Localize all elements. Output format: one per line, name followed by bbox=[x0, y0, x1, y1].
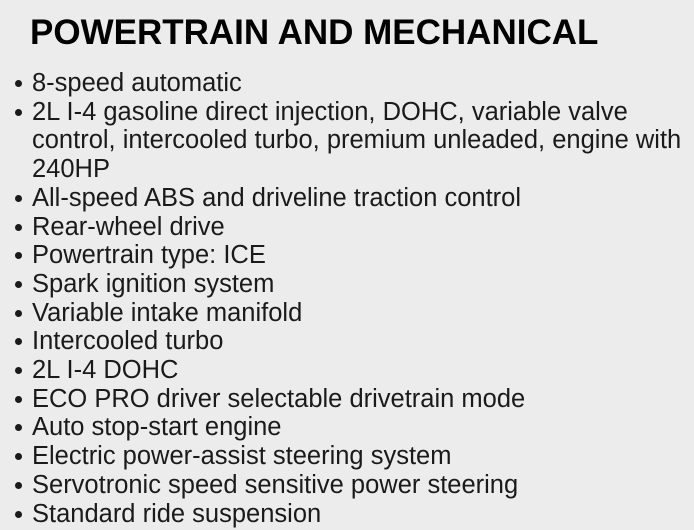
bullet-icon bbox=[15, 252, 22, 259]
bullet-icon bbox=[15, 310, 22, 317]
bullet-icon bbox=[15, 367, 22, 374]
list-item-text: Variable intake manifold bbox=[32, 298, 303, 327]
bullet-icon bbox=[15, 281, 22, 288]
list-item bbox=[32, 442, 690, 471]
list-item-text: Powertrain type: ICE bbox=[32, 241, 266, 270]
list-item-text: Standard ride suspension bbox=[32, 499, 322, 528]
list-item-text: ECO PRO driver selectable drivetrain mode bbox=[32, 384, 526, 413]
section-title: POWERTRAIN AND MECHANICAL bbox=[30, 13, 599, 52]
bullet-icon bbox=[15, 224, 22, 231]
list-item bbox=[32, 299, 690, 328]
list-item bbox=[32, 184, 690, 213]
list-item bbox=[32, 213, 690, 242]
list-item-text: Intercooled turbo bbox=[32, 327, 224, 356]
list-item bbox=[32, 327, 690, 356]
list-item bbox=[32, 69, 690, 98]
list-item bbox=[32, 241, 690, 270]
bullet-icon bbox=[15, 482, 22, 489]
list-item-text: Servotronic speed sensitive power steering bbox=[32, 470, 519, 499]
bullet-icon bbox=[15, 424, 22, 431]
list-item bbox=[32, 500, 690, 529]
list-item-text: 2L I-4 DOHC bbox=[32, 356, 179, 385]
bullet-icon bbox=[15, 195, 22, 202]
list-item-text: Spark ignition system bbox=[32, 269, 275, 298]
bullet-icon bbox=[15, 338, 22, 345]
list-item bbox=[32, 98, 690, 184]
list-item bbox=[32, 356, 690, 385]
list-item bbox=[32, 270, 690, 299]
list-item-text: All-speed ABS and driveline traction control bbox=[32, 183, 522, 212]
features-list bbox=[30, 69, 690, 528]
bullet-icon bbox=[15, 109, 22, 116]
bullet-icon bbox=[15, 80, 22, 87]
bullet-icon bbox=[15, 396, 22, 403]
list-item bbox=[32, 471, 690, 500]
bullet-icon bbox=[15, 511, 22, 518]
list-item bbox=[32, 385, 690, 414]
bullet-icon bbox=[15, 453, 22, 460]
list-item-text: 2L I-4 gasoline direct injection, DOHC, variable valve control, intercooled turbo, premium unleaded, engine with 240HP bbox=[32, 97, 682, 184]
list-item bbox=[32, 413, 690, 442]
list-item-text: Rear-wheel drive bbox=[32, 212, 225, 241]
list-item-text: Electric power-assist steering system bbox=[32, 442, 452, 471]
list-item-text: 8-speed automatic bbox=[32, 69, 242, 97]
list-item-text: Auto stop-start engine bbox=[32, 413, 282, 442]
